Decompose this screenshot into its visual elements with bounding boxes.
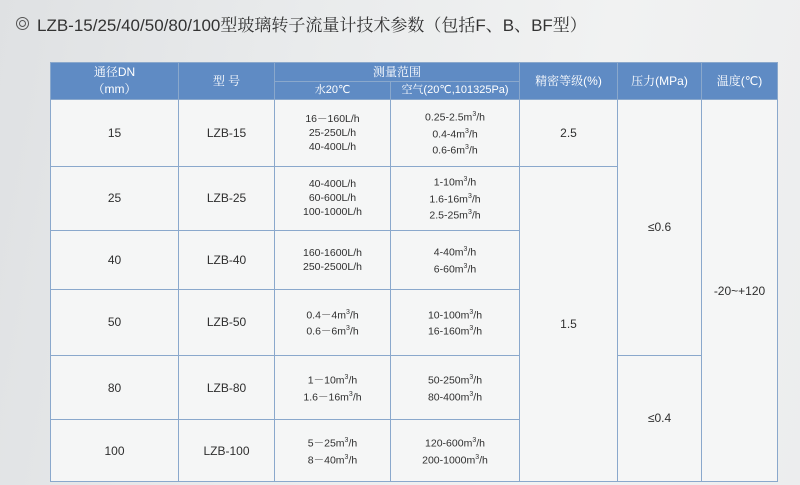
cell-dn: 40 <box>51 230 179 289</box>
range-unit: /h <box>349 309 359 322</box>
range-unit: /h <box>348 437 358 450</box>
spec-table <box>50 62 778 482</box>
range-line <box>391 190 519 207</box>
range-unit: /h <box>468 128 478 141</box>
range-unit: /h <box>471 193 481 206</box>
range-value: 1.6－16m <box>303 391 349 404</box>
range-unit: /h <box>348 454 358 467</box>
cubic-superscript: 3 <box>475 453 480 461</box>
cubic-superscript: 3 <box>465 127 469 135</box>
range-value: 0.4-4m <box>432 128 466 141</box>
range-line <box>275 388 390 405</box>
range-value: 80-400m <box>427 391 470 404</box>
range-line <box>391 451 519 468</box>
range-line <box>275 451 390 468</box>
range-line: 40-400L/h <box>308 178 357 191</box>
header-dn: 通径DN （mm） <box>51 63 179 100</box>
range-line <box>275 322 390 339</box>
cell-dn: 25 <box>51 166 179 230</box>
header-pressure: 压力(MPa) <box>618 63 702 100</box>
cubic-superscript: 3 <box>463 246 468 254</box>
range-unit: /h <box>473 309 483 322</box>
cubic-superscript: 3 <box>346 308 350 316</box>
cell-air-range <box>391 230 520 289</box>
range-unit: /h <box>473 391 483 404</box>
range-line <box>275 434 390 451</box>
range-value: 0.25-2.5m <box>425 111 473 124</box>
document-title <box>16 8 587 38</box>
cell-water-range <box>275 355 391 420</box>
cubic-superscript: 3 <box>463 262 468 270</box>
cubic-superscript: 3 <box>463 176 468 184</box>
cubic-superscript: 3 <box>472 111 477 119</box>
circle-bullet-icon <box>16 17 29 30</box>
cubic-superscript: 3 <box>348 390 353 398</box>
range-unit: /h <box>473 374 483 387</box>
range-value: 8－40m <box>307 454 345 467</box>
cell-pressure: ≤0.6 <box>618 100 702 356</box>
cell-dn: 50 <box>51 289 179 355</box>
range-line: 160-1600L/h <box>303 246 362 259</box>
range-line: 25-250L/h <box>308 126 357 139</box>
range-line <box>275 306 390 323</box>
cell-water-range <box>275 289 391 355</box>
range-value: 1.6-16m <box>429 193 468 206</box>
range-unit: /h <box>473 325 483 338</box>
range-line <box>391 371 519 388</box>
range-line <box>391 206 519 223</box>
header-model: 型 号 <box>179 63 275 100</box>
cell-pressure: ≤0.4 <box>618 355 702 481</box>
range-value: 2.5-25m <box>429 209 468 222</box>
range-value: 120-600m <box>425 437 473 450</box>
range-unit: /h <box>479 454 488 467</box>
range-unit: /h <box>467 263 477 276</box>
header-air: 空气(20℃,101325Pa) <box>391 82 520 100</box>
range-line <box>391 243 519 260</box>
range-value: 16-160m <box>427 325 470 338</box>
range-unit: /h <box>476 111 485 124</box>
cubic-superscript: 3 <box>472 437 477 445</box>
range-line <box>391 388 519 405</box>
range-line <box>391 434 519 451</box>
cubic-superscript: 3 <box>467 192 472 200</box>
cell-water-range <box>275 420 391 482</box>
range-line <box>391 306 519 323</box>
cell-air-range <box>391 100 520 167</box>
table-row <box>51 355 778 420</box>
title-text: LZB-15/25/40/50/80/100型玻璃转子流量计技术参数（包括F、B、BF型） <box>37 15 587 35</box>
header-temperature: 温度(℃) <box>702 63 778 100</box>
range-line: 250-2500L/h <box>303 260 362 273</box>
cell-water-range <box>275 166 391 230</box>
range-line <box>391 125 519 142</box>
range-value: 5－25m <box>307 437 345 450</box>
range-value: 200-1000m <box>422 454 476 467</box>
cell-air-range <box>391 420 520 482</box>
table-row <box>51 100 778 167</box>
range-value: 6-60m <box>433 263 464 276</box>
range-value: 50-250m <box>427 374 470 387</box>
range-unit: /h <box>349 325 359 338</box>
cell-dn: 100 <box>51 420 179 482</box>
range-line <box>391 108 519 125</box>
cell-air-range <box>391 289 520 355</box>
cubic-superscript: 3 <box>469 325 474 333</box>
range-line: 16－160L/h <box>305 112 360 125</box>
cubic-superscript: 3 <box>344 453 349 461</box>
cell-model: LZB-50 <box>179 289 275 355</box>
cell-air-range <box>391 166 520 230</box>
range-unit: /h <box>476 437 485 450</box>
range-line: 60-600L/h <box>308 192 357 205</box>
range-value: 0.6-6m <box>432 144 466 157</box>
cubic-superscript: 3 <box>469 308 474 316</box>
range-line <box>275 371 390 388</box>
range-value: 0.4－4m <box>306 309 346 322</box>
range-line <box>391 173 519 190</box>
cubic-superscript: 3 <box>346 325 350 333</box>
cubic-superscript: 3 <box>467 209 472 217</box>
cell-water-range <box>275 100 391 167</box>
cubic-superscript: 3 <box>344 374 349 382</box>
range-line: 100-1000L/h <box>303 206 362 219</box>
range-line <box>391 141 519 158</box>
range-unit: /h <box>468 144 478 157</box>
range-value: 1-10m <box>433 176 464 189</box>
cell-temperature: -20~+120 <box>702 100 778 482</box>
cell-model: LZB-15 <box>179 100 275 167</box>
header-water: 水20℃ <box>275 82 391 100</box>
cell-model: LZB-80 <box>179 355 275 420</box>
range-unit: /h <box>471 209 481 222</box>
range-line <box>391 322 519 339</box>
range-unit: /h <box>352 391 362 404</box>
cell-model: LZB-100 <box>179 420 275 482</box>
cell-dn: 15 <box>51 100 179 167</box>
cell-air-range <box>391 355 520 420</box>
cell-accuracy: 2.5 <box>520 100 618 167</box>
range-value: 10-100m <box>427 309 470 322</box>
range-line: 40-400L/h <box>308 140 357 153</box>
cell-model: LZB-40 <box>179 230 275 289</box>
cell-dn: 80 <box>51 355 179 420</box>
cell-water-range <box>275 230 391 289</box>
range-line <box>391 260 519 277</box>
cell-model: LZB-25 <box>179 166 275 230</box>
range-unit: /h <box>348 374 358 387</box>
range-unit: /h <box>467 246 477 259</box>
header-accuracy: 精密等级(%) <box>520 63 618 100</box>
cubic-superscript: 3 <box>469 390 474 398</box>
range-value: 0.6－6m <box>306 325 346 338</box>
cubic-superscript: 3 <box>465 144 469 152</box>
cubic-superscript: 3 <box>344 437 349 445</box>
header-range: 测量范围 <box>275 63 520 82</box>
cell-accuracy: 1.5 <box>520 166 618 481</box>
range-value: 1－10m <box>307 374 345 387</box>
range-unit: /h <box>467 176 477 189</box>
cubic-superscript: 3 <box>469 374 474 382</box>
range-value: 4-40m <box>433 246 464 259</box>
